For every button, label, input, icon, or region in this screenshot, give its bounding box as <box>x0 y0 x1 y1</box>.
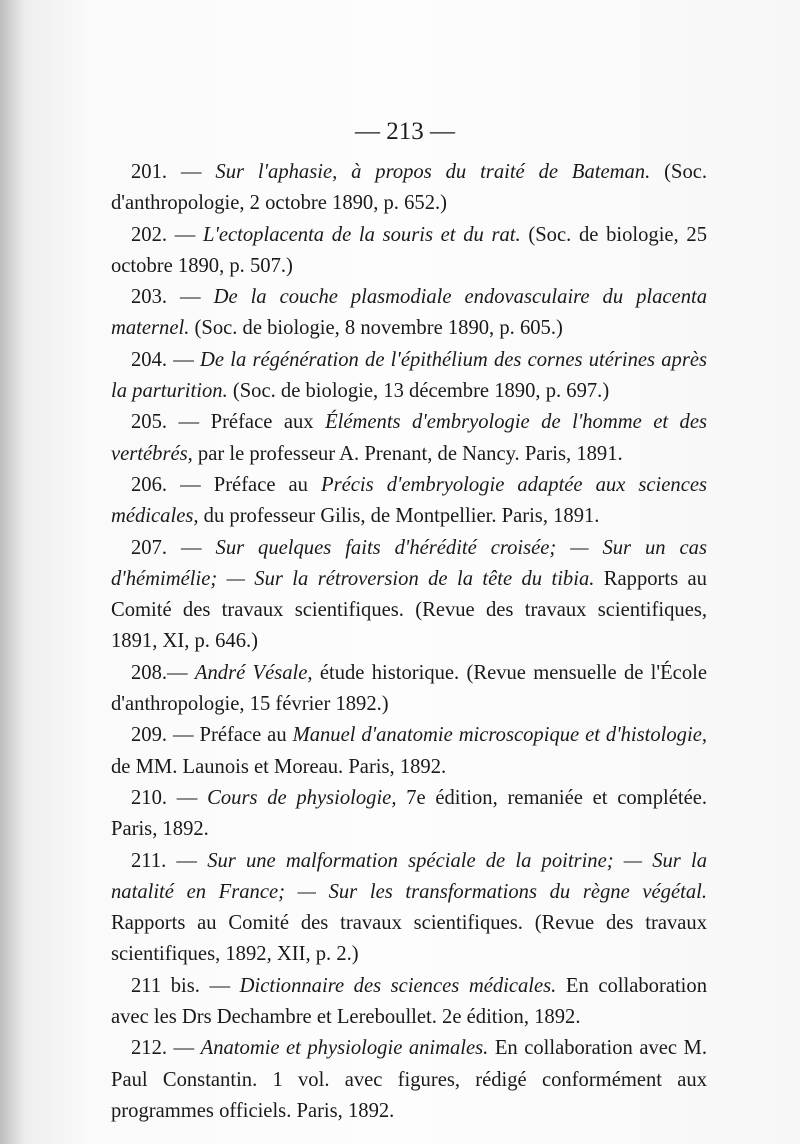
entry-details: étude historique. (Revue mensuelle de l'École d'anthropologie, 15 février 1892.) <box>111 661 707 716</box>
entry-details: (Soc. de biologie, 8 novembre 1890, p. 605.) <box>189 317 563 340</box>
entry-details: (Soc. de biologie, 25 octobre 1890, p. 507.) <box>111 223 707 277</box>
entry-title: De la régénération de l'épithélium des cornes utérines après la parturition. <box>111 348 708 403</box>
bibliography-entry <box>111 407 707 470</box>
entry-number: 212. <box>131 1037 168 1060</box>
entry-separator: — <box>199 974 240 997</box>
entry-title: Sur l'aphasie, à propos du traité de Bateman. <box>215 161 651 183</box>
entry-separator: — <box>167 1037 201 1060</box>
entry-separator: — <box>166 849 208 872</box>
entry-prefix: Préface au <box>213 473 322 496</box>
entry-prefix: Préface au <box>199 724 293 747</box>
entry-separator: — <box>167 411 211 434</box>
entry-title: Cours de physiologie, <box>207 786 397 809</box>
entry-details: du professeur Gilis, de Montpellier. Paris, 1891. <box>198 505 600 528</box>
entry-details: Rapports au Comité des travaux scientifiques. (Revue des travaux scientifiques, 1892, XII, p. 2.) <box>111 912 707 966</box>
entry-details: de MM. Launois et Moreau. Paris, 1892. <box>111 755 447 778</box>
entry-title: André Vésale, <box>194 661 313 684</box>
bibliography-entry <box>111 345 707 408</box>
entry-title: Anatomie et physiologie animales. <box>200 1037 489 1060</box>
entry-separator: — <box>167 473 214 496</box>
entry-details: En collaboration avec les Drs Dechambre et Lereboullet. 2e édition, 1892. <box>111 974 707 1029</box>
bibliography-entry <box>111 783 707 846</box>
entry-title: Manuel d'anatomie microscopique et d'histologie, <box>292 724 707 747</box>
entry-separator: — <box>167 724 200 747</box>
bibliography-entry <box>111 971 707 1034</box>
entry-number: 206. <box>131 473 168 496</box>
entry-details: En collaboration avec M. Paul Constantin. 1 vol. avec figures, rédigé conformément aux programmes officiels. Paris, 1892. <box>111 1037 708 1122</box>
entry-separator: — <box>167 223 204 246</box>
entry-details: (Soc. d'anthropologie, 2 octobre 1890, p. 652.) <box>111 161 708 215</box>
entry-number: 203. <box>131 286 168 309</box>
entry-title: De la couche plasmodiale endovasculaire du placenta maternel. <box>111 286 708 340</box>
entry-details: (Soc. de biologie, 13 décembre 1890, p. 697.) <box>227 380 610 403</box>
entry-number: 211 bis. <box>131 974 200 997</box>
entry-title: Sur une malformation spéciale de la poitrine; — Sur la natalité en France; — Sur les transformations du règne végétal. <box>111 849 707 903</box>
entry-prefix: Préface aux <box>210 411 326 434</box>
entry-title: L'ectoplacenta de la souris et du rat. <box>203 223 521 246</box>
bibliography-entry <box>111 282 707 345</box>
entry-separator: — <box>167 536 216 559</box>
entry-title: Précis d'embryologie adaptée aux sciences médicales, <box>111 473 708 528</box>
page-number: — 213 — <box>355 118 455 145</box>
entry-title: Sur quelques faits d'hérédité croisée; — Sur un cas d'hémimélie; — Sur la rétroversion de la tête du tibia. <box>111 536 707 590</box>
binding-shadow <box>0 0 22 1144</box>
entry-number: 211. <box>131 849 167 872</box>
bibliography-entry <box>111 220 707 283</box>
entry-details: par le professeur A. Prenant, de Nancy. Paris, 1891. <box>192 442 623 465</box>
entry-number: 202. <box>131 223 168 246</box>
entry-separator: — <box>167 348 201 371</box>
entry-number: 201. <box>131 161 168 183</box>
entry-separator: — <box>167 786 208 809</box>
entry-number: 209. <box>131 724 168 747</box>
bibliography-entry <box>111 157 707 220</box>
bibliography-entry <box>111 470 707 533</box>
bibliography-entry <box>111 533 707 658</box>
bibliography-entry <box>111 1033 707 1127</box>
entry-number: 205. <box>131 411 168 434</box>
entry-separator: — <box>167 161 216 183</box>
entry-separator: — <box>167 286 214 309</box>
entry-number: 207. <box>131 536 168 559</box>
entry-details: 7e édition, remaniée et complétée. Paris, 1892. <box>111 786 708 841</box>
entry-separator: — <box>167 661 195 684</box>
entry-title: Dictionnaire des sciences médicales. <box>239 974 557 997</box>
entry-number: 204. <box>131 348 168 371</box>
entry-details: Rapports au Comité des travaux scientifiques. (Revue des travaux scientifiques, 1891, XI, p. 646.) <box>111 567 707 653</box>
entry-number: 210. <box>131 786 168 809</box>
bibliography-entry <box>111 658 707 721</box>
entry-title: Éléments d'embryologie de l'homme et des vertébrés, <box>111 411 708 465</box>
bibliography-entry <box>111 846 707 971</box>
bibliography-list <box>111 157 707 1127</box>
bibliography-entry <box>111 720 707 783</box>
entry-number: 208. <box>131 661 168 684</box>
